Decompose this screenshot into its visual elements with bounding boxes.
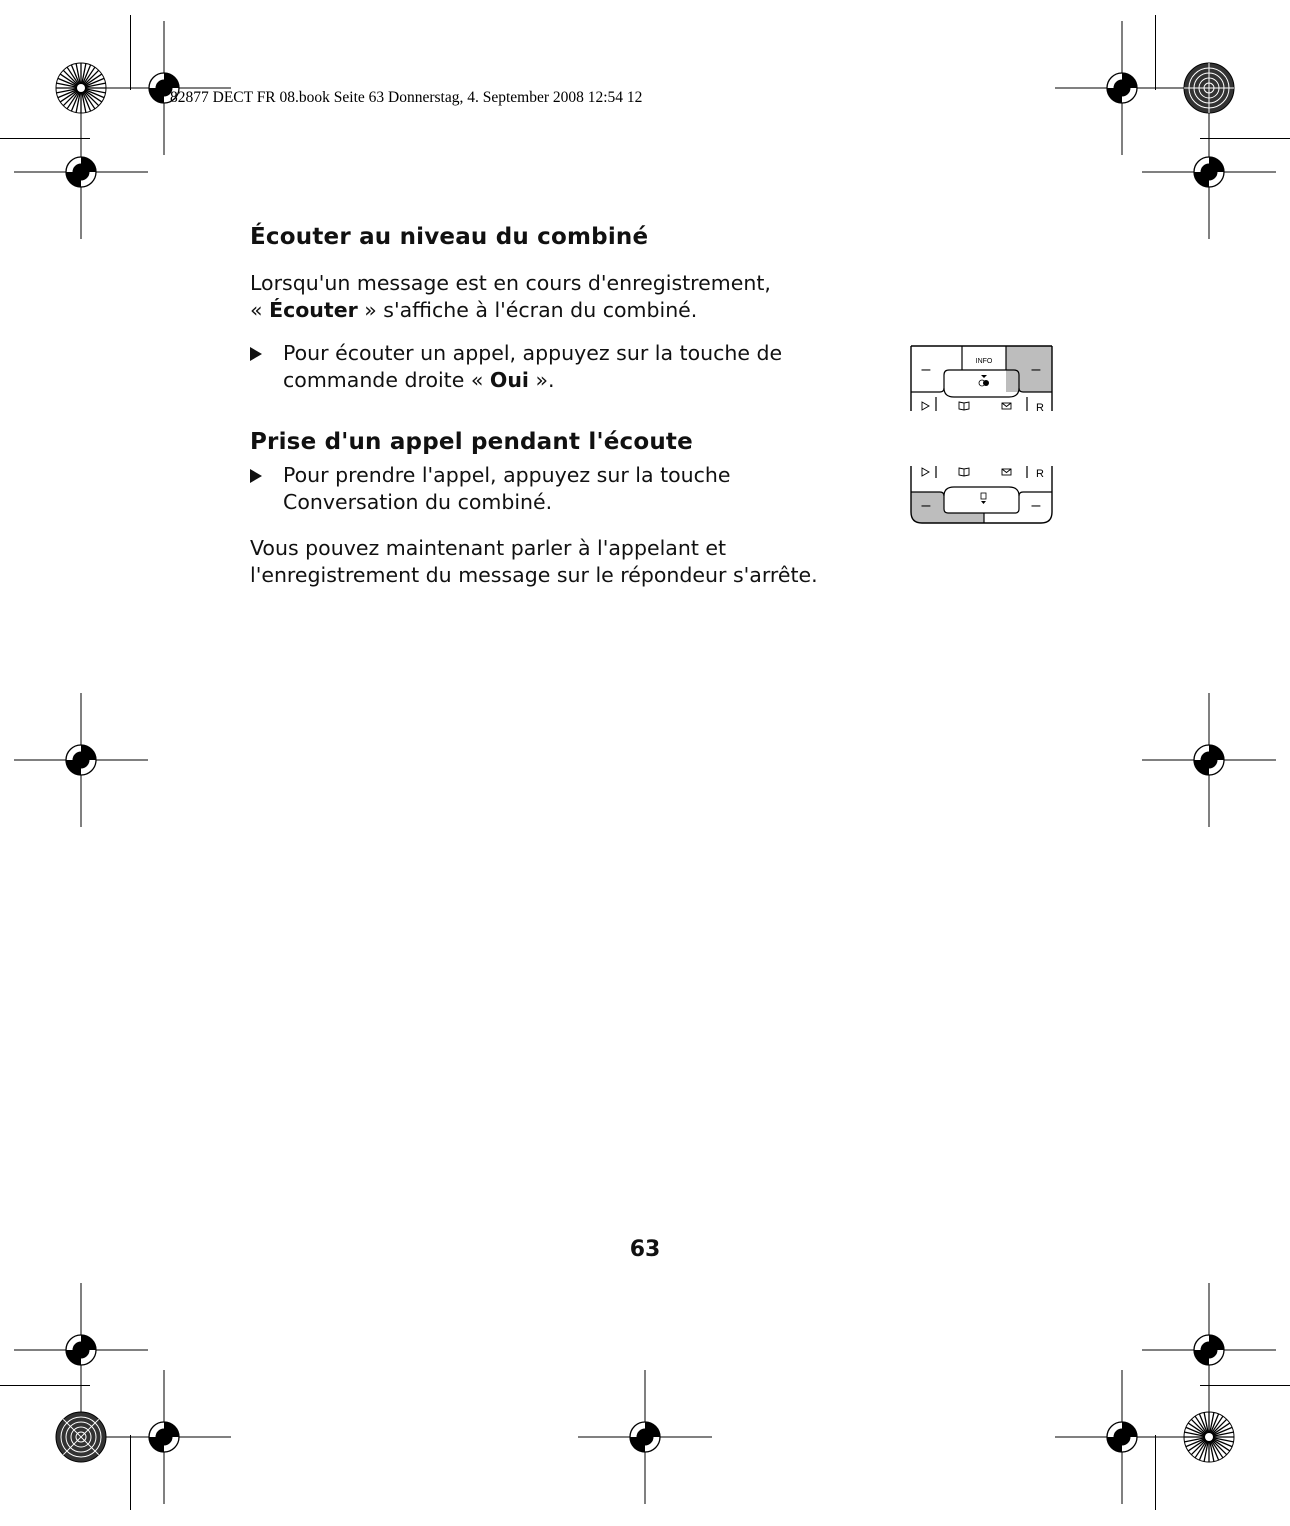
bold-term: Oui — [489, 368, 529, 392]
bullet-triangle-icon — [250, 469, 262, 483]
minus-right-label: – — [1031, 497, 1041, 514]
minus-left-label: – — [921, 361, 931, 378]
bold-term: Écouter — [269, 298, 358, 322]
registration-mark-icon — [1142, 105, 1276, 239]
bullet-line — [283, 367, 850, 394]
slug-line: 82877 DECT FR 08.book Seite 63 Donnerstag, 4. September 2008 12:54 12 — [170, 89, 643, 106]
registration-mark-icon — [14, 693, 148, 827]
sunburst-mark-icon — [1184, 63, 1234, 113]
sunburst-mark-icon — [1184, 1412, 1234, 1462]
paragraph-line: Lorsqu'un message est en cours d'enregistrement, — [250, 271, 771, 295]
registration-mark-icon — [1055, 21, 1189, 155]
keypad-top-illustration — [910, 345, 1055, 411]
sunburst-mark-icon — [56, 63, 106, 113]
text-span: » s'affiche à l'écran du combiné. — [357, 298, 698, 322]
bullet-line: Pour prendre l'appel, appuyez sur la touche — [283, 463, 731, 487]
minus-left-label: – — [921, 497, 931, 514]
bullet-triangle-icon — [250, 347, 262, 361]
sunburst-mark-icon — [56, 1412, 106, 1462]
text-span: « — [250, 298, 270, 322]
text-span: commande droite « — [283, 368, 490, 392]
phonebook-icon — [959, 402, 969, 410]
bullet-item — [250, 340, 850, 394]
bullet-line: Conversation du combiné. — [283, 490, 553, 514]
paragraph — [250, 535, 910, 589]
keypad-bottom-illustration — [910, 466, 1055, 524]
phonebook-icon — [959, 468, 969, 476]
registration-mark-icon — [14, 105, 148, 239]
registration-mark-icon — [1055, 1370, 1189, 1504]
minus-right-label: – — [1031, 361, 1041, 378]
navigation-down-icon — [981, 493, 986, 504]
bullet-line: Pour écouter un appel, appuyez sur la touche de — [283, 341, 783, 365]
registration-mark-icon — [1142, 1283, 1276, 1417]
text-span: ». — [528, 368, 555, 392]
paragraph-line — [250, 297, 910, 324]
play-icon — [922, 402, 929, 410]
registration-mark-icon — [14, 1283, 148, 1417]
r-key-label: R — [1036, 468, 1044, 480]
registration-mark-icon — [578, 1370, 712, 1504]
section-heading: Prise d'un appel pendant l'écoute — [250, 429, 693, 455]
right-softkey-highlight — [1006, 346, 1052, 392]
bullet-item — [250, 462, 850, 516]
play-icon — [922, 468, 929, 476]
info-label: INFO — [975, 358, 993, 365]
page-number: 63 — [629, 1237, 661, 1262]
registration-mark-icon — [1142, 693, 1276, 827]
registration-mark-icon — [97, 21, 231, 155]
r-key-label: R — [1036, 402, 1044, 411]
section-heading: Écouter au niveau du combiné — [250, 224, 649, 250]
paragraph-line: l'enregistrement du message sur le répondeur s'arrête. — [250, 563, 818, 587]
paragraph-line: Vous pouvez maintenant parler à l'appelant et — [250, 536, 727, 560]
registration-mark-icon — [97, 1370, 231, 1504]
paragraph — [250, 270, 910, 324]
navigation-icon — [979, 375, 989, 386]
